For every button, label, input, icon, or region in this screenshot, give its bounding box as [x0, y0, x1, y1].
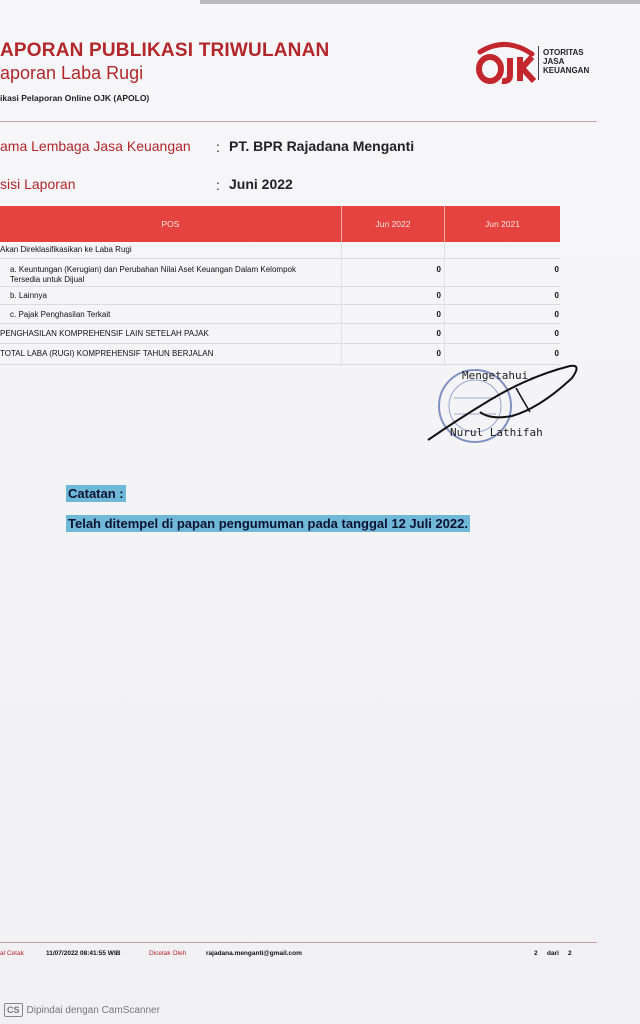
note-text: Telah ditempel di papan pengumuman pada tanggal 12 Juli 2022.: [68, 516, 468, 531]
footer-print-datetime: 11/07/2022 08:41:55 WIB: [46, 950, 121, 957]
row-label: Akan Direklasifikasikan ke Laba Rugi: [0, 245, 132, 254]
footer-printed-by-label: Dicetak Oleh: [149, 950, 187, 957]
row-label: b. Lainnya: [10, 291, 47, 300]
row-value-jun-2022: 0: [436, 349, 441, 358]
footer-total-pages: 2: [568, 950, 572, 957]
scan-edge-shadow: [200, 0, 640, 4]
institution-value: PT. BPR Rajadana Menganti: [229, 138, 415, 154]
scanner-watermark: [4, 1003, 160, 1017]
logo-line-1: OTORITAS: [543, 48, 584, 57]
footer-page: 2: [534, 950, 538, 957]
logo-line-2: JASA: [543, 57, 565, 66]
row-value-jun-2021: 0: [554, 265, 559, 274]
row-value-jun-2021: 0: [554, 291, 559, 300]
report-application: ikasi Pelaporan Online OJK (APOLO): [0, 93, 150, 103]
column-header-jun-2021: Jun 2021: [485, 219, 520, 229]
institution-label: ama Lembaga Jasa Keuangan: [0, 138, 191, 154]
signature-acknowledged: Mengetahui,: [462, 369, 535, 382]
logo-wordmark: [543, 48, 589, 75]
logo-line-3: KEUANGAN: [543, 66, 590, 75]
row-label: TOTAL LABA (RUGI) KOMPREHENSIF TAHUN BERJALAN: [0, 349, 214, 358]
footer-divider: [0, 942, 597, 943]
footer-of-label: dari: [547, 950, 559, 957]
row-label: c. Pajak Penghasilan Terkait: [10, 310, 111, 319]
institution-colon: :: [216, 139, 220, 155]
row-value-jun-2022: 0: [436, 291, 441, 300]
row-rule: [0, 286, 560, 287]
row-label: PENGHASILAN KOMPREHENSIF LAIN SETELAH PAJAK: [0, 329, 209, 338]
report-subtitle: aporan Laba Rugi: [0, 63, 144, 83]
row-value-jun-2021: 0: [554, 310, 559, 319]
row-rule: [0, 343, 560, 344]
row-label: a. Keuntungan (Kerugian) dan Perubahan Nilai Aset Keuangan Dalam Kelompok: [10, 265, 296, 274]
note-title: Catatan :: [68, 486, 124, 501]
column-header-jun-2022: Jun 2022: [375, 219, 411, 229]
position-value: Juni 2022: [229, 176, 293, 192]
row-rule: [0, 323, 560, 324]
logo-divider: [538, 46, 539, 80]
position-label: sisi Laporan: [0, 176, 76, 192]
row-value-jun-2022: 0: [436, 329, 441, 338]
column-header-pos: POS: [161, 219, 180, 229]
row-rule: [0, 258, 560, 259]
row-value-jun-2021: 0: [554, 329, 559, 338]
table-header: [0, 206, 560, 242]
footer-printed-by: rajadana.menganti@gmail.com: [206, 950, 302, 957]
signatory-name: Nurul Lathifah: [450, 426, 543, 439]
row-value-jun-2021: 0: [554, 349, 559, 358]
position-colon: :: [216, 177, 220, 193]
row-value-jun-2022: 0: [436, 310, 441, 319]
footer-print-label: al Cetak: [0, 950, 24, 957]
header-divider: [0, 121, 597, 122]
row-label-continued: Tersedia untuk Dijual: [10, 275, 85, 284]
report-title: APORAN PUBLIKASI TRIWULANAN: [0, 40, 330, 61]
scanner-text: Dipindai dengan CamScanner: [26, 1005, 160, 1016]
row-value-jun-2022: 0: [436, 265, 441, 274]
camscanner-icon: CS: [4, 1003, 23, 1017]
row-rule: [0, 304, 560, 305]
